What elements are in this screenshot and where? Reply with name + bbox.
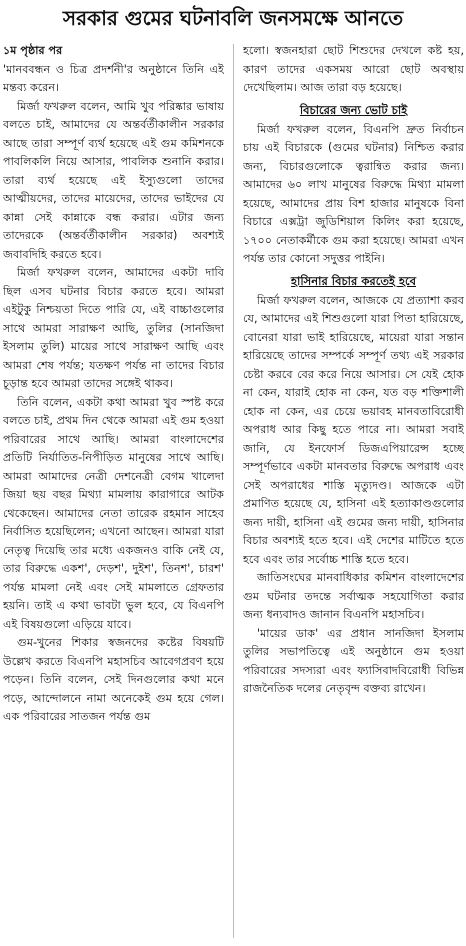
subheading-vote — [243, 102, 464, 118]
paragraph: মির্জা ফখরুল বলেন, বিএনপি দ্রুত নির্বাচন চায় এই বিচারকে (গুমের ঘটনার) নিশ্চিত করার জন্য, বিচারগুলোকে ত্বরান্বিত করার জন্য। আমাদের ৬০ লাখ মানুষের বিরুদ্ধে মিথ্যা মামলা হয়েছে, আমাদের প্রায় বিশ হাজার মানুষকে বিনা বিচারে এক্সট্রা জুডিশিয়াল কিলিং করা হয়েছে, ১৭০০ নেতাকর্মীকে গুম করা হয়েছে। আমরা এখন পর্যন্ত তার কোনো সদুত্তর পাইনি। — [243, 122, 464, 265]
paragraph: তিনি বলেন, একটা কথা আমরা খুব স্পষ্ট করে বলতে চাই, প্রথম দিন থেকে আমরা এই গুম হওয়া পরিবারের সাথে আছি। আমরা বাংলাদেশের প্রতিটি নির্যাতিত-নিপীড়িত মানুষের সাথে আছি। আমরা আমাদের নেত্রী দেশনেত্রী বেগম খালেদা জিয়া ছয় বছর মিথ্যা মামলায় কারাগারে আটক থেকেছেন। আমাদের নেতা তারেক রহমান সাহেব নির্বাসিত হয়েছিলেন; এখনো আছেন। আমরা যারা নেতৃত্ব দিয়েছি তার মধ্যে একজনও বাকি নেই যে, তার বিরুদ্ধে একশ', দেড়শ', দুইশ', তিনশ', চারশ' পর্যন্ত মামলা নেই এবং সেই মামলাতে গ্রেফতার হয়নি। তাই এ কথা ভাবটা ভুল হবে, যে বিএনপি এই বিষয়গুলো এড়িয়ে যাবে। — [3, 395, 224, 631]
left-column — [3, 42, 224, 942]
paragraph: 'মায়ের ডাক' এর প্রধান সানজিদা ইসলাম তুলির সভাপতিত্বে এই অনুষ্ঠানে গুম হওয়া পরিবারের সদস্যরা এবং ফ্যাসিবাদবিরোধী বিভিন্ন রাজনৈতিক দলের নেতৃবৃন্দ বক্তব্য রাখেন। — [243, 626, 464, 695]
continued-label: ১ম পৃষ্ঠার পর — [3, 44, 63, 57]
right-column — [243, 42, 464, 942]
paragraph: 'মানববন্ধন ও চিত্র প্রদর্শনী'র অনুষ্ঠানে তিনি এই মন্তব্য করেন। — [3, 62, 224, 94]
article-headline: সরকার গুমের ঘটনাবলি জনসমক্ষে আনতে — [62, 5, 404, 30]
paragraph: মির্জা ফখরুল বলেন, আমাদের একটা দাবি ছিল এসব ঘটনার বিচার করতে হবে। আমরা এইটুকু নিশ্চয়তা দিতে পারি যে, এই বাচ্চাগুলোর সাথে আমরা সারাক্ষণ আছি, তুলির (সানজিদা ইসলাম তুলি) মায়ের সাথে সারাক্ষণ আছি এবং আমরা শেষ পর্যন্ত; যতক্ষণ পর্যন্ত না তাদের বিচার চূড়ান্ত হবে আমরা তাদের সঙ্গেই থাকব। — [3, 266, 224, 390]
paragraph: মির্জা ফখরুল বলেন, আজকে যে প্রত্যাশা করব যে, আমাদের এই শিশুগুলো যারা পিতা হারিয়েছে, বোনেরা যারা ভাই হারিয়েছে, মায়েরা যারা সন্তান হারিয়েছে তাদের সম্পর্কে সম্পূর্ণ তথ্য এই সরকার চেষ্টা করবে বের করে নিয়ে আসার। সে যেই হোক না কেন, যারাই হোক না কেন, যত বড় শক্তিশালী হোক না কেন, এর চেয়ে ভয়াবহ মানবতাবিরোধী অপরাধ আর কিছু হতে পারে না। আমরা সবাই জানি, যে ইনফোর্স ডিজএপিয়ারেন্স হচ্ছে সম্পূর্ণভাবে একটা মানবতার বিরুদ্ধে অপরাধ এবং সেই অপরাধের শাস্তি মৃত্যুদণ্ড। আজকে এটা প্রমাণিত হয়েছে যে, হাসিনা এই হত্যাকাণ্ডগুলোর জন্য দায়ী, হাসিনা এই গুমের জন্য দায়ী, হাসিনার বিচার অবশ্যই হতে হবে। এই দেশের মাটিতে হতে হবে এবং তার সর্বোচ্চ শাস্তি হতে হবে। — [243, 293, 464, 566]
subheading-hasina-trial — [243, 273, 464, 289]
paragraph: জাতিসংঘের মানবাধিকার কমিশন বাংলাদেশের গুম ঘটনার তদন্তে সর্বাত্মক সহযোগিতা করার জন্য ধন্যবাদও জানান বিএনপি মহাসচিব। — [243, 571, 464, 621]
paragraph: গুম-খুনের শিকার স্বজনদের কষ্টের বিষয়টি উল্লেখ করতে বিএনপি মহাসচিব আবেগপ্রবণ হয়ে পড়েন। তিনি বলেন, সেই দিনগুলোর কথা মনে পড়ে, আন্দোলনে নামা অনেকেই গুম হয়ে গেল। এক পরিবারের সাতজন পর্যন্ত গুম — [3, 636, 224, 723]
paragraph: মির্জা ফখরুল বলেন, আমি খুব পরিষ্কার ভাষায় বলতে চাই, আমাদের যে অন্তর্বর্তীকালীন সরকার আছে তারা সম্পূর্ণ ব্যর্থ হয়েছে এই গুম কমিশনকে পাবলিকলি নিয়ে আসার, পাবলিক শুনানি করার। তারা ব্যর্থ হয়েছে এই ইস্যুগুলো তাদের আত্মীয়দের, তাদের মায়েদের, তাদের ভাইদের যে কান্না সেই কান্নাকে বন্ধ করার। এটার জন্য তাদেরকে (অন্তর্বর্তীকালীন সরকার) অবশ্যই জবাবদিহি করতে হবে। — [3, 99, 224, 261]
subheading-text: বিচারের জন্য ভোট চাই — [299, 102, 408, 117]
subheading-text: হাসিনার বিচার করতেই হবে — [290, 273, 417, 288]
paragraph: হলো। স্বজনহারা ছোট শিশুদের দেখলে কষ্ট হয়, কারণ তাদের একসময় আরো ছোট অবস্থায় দেখেছিলাম। আজ তারা বড় হয়েছে। — [243, 44, 464, 94]
column-divider — [233, 44, 234, 938]
